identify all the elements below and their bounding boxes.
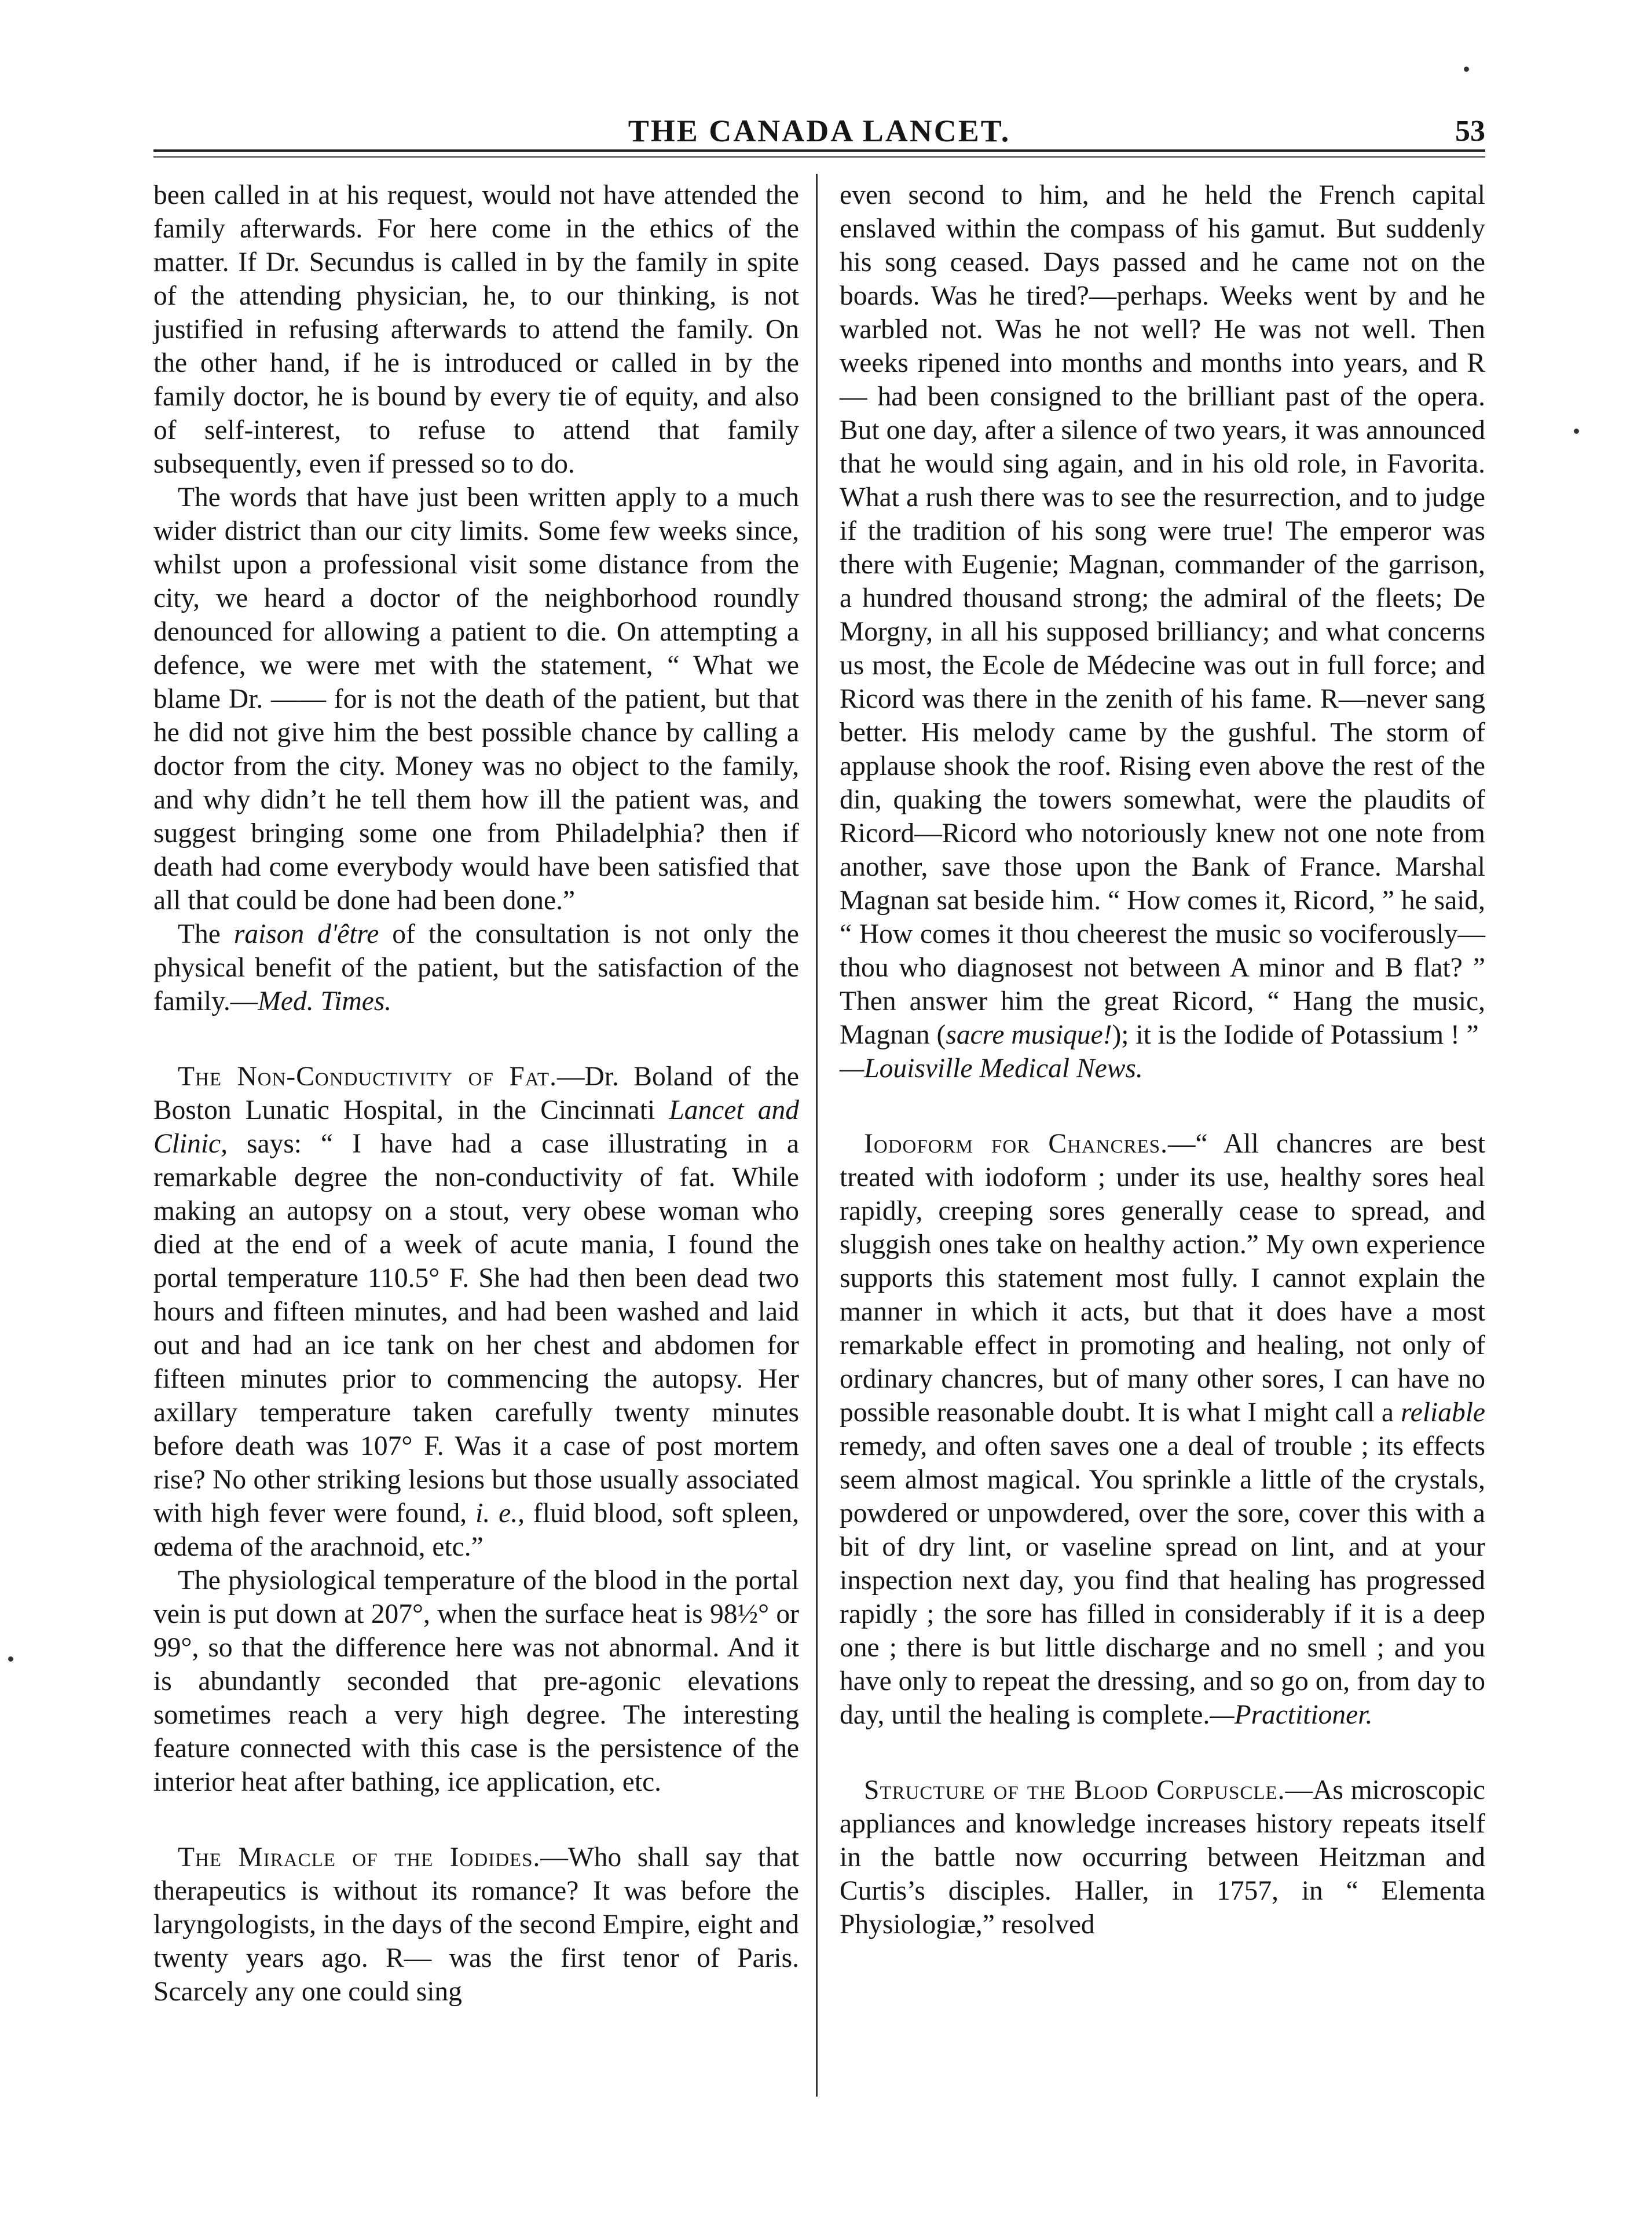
left-column: [153, 178, 799, 2009]
text-run: remedy, and often saves one a deal of trouble ; its effects seem almost magical. You sprinkle a little of the crystals, powdered or unpowdered, over the sore, cover this with a bit of dry lint, or vaseline spread on lint, and at your inspection next day, you find that healing has progressed rapidly ; the sore has filled in considerably if it is a deep one ; there is but little discharge and no smell ; and you have only to repeat the dressing, and so go on, from day to day, until the healing is complete.: [840, 1431, 1485, 1730]
article-heading: The Non-Conductivity of Fat.: [178, 1062, 557, 1092]
column-divider: [816, 174, 818, 2097]
iodides-article-continuation: [840, 178, 1485, 1085]
italic-phrase: sacre musique!: [946, 1020, 1112, 1050]
speck-mark: [1464, 67, 1469, 72]
text-run: ); it is the Iodide of Potassium ! ”: [1112, 1020, 1479, 1050]
speck-mark: [8, 1656, 13, 1662]
iodides-article-paragraph-1: [153, 1841, 799, 2009]
text-run: —Dr. Boland of the Boston Lunatic Hospital, in the Cincinnati: [153, 1062, 800, 1125]
source-citation: —Louisville Medical News.: [840, 1054, 1143, 1084]
article-heading: Structure of the Blood Corpuscle.: [864, 1775, 1285, 1805]
text-run: fluid blood, soft spleen, œdema of the arachnoid, etc.”: [153, 1498, 799, 1562]
italic-abbrev: i. e.,: [475, 1498, 525, 1528]
running-title: THE CANADA LANCET.: [628, 114, 1011, 148]
consultation-paragraph-2: The words that have just been written apply to a much wider district than our city limits. Some few weeks since, whilst upon a professional visit some distance from the city, we heard a doctor of the neighborhood roundly denounced for allowing a patient to die. On attempting a defence, we were met with the statement, “ What we blame Dr. —— for is not the death of the patient, but that he did not give him the best possible chance by calling a doctor from the city. Money was no object to the family, and why didn’t he tell them how ill the patient was, and suggest bringing some one from Philadelphia? then if death had come everybody would have been satisfied that all that could be done had been done.”: [153, 482, 799, 916]
source-citation: —Practitioner.: [1210, 1700, 1373, 1730]
blood-corpuscle-article-paragraph: [840, 1773, 1485, 1941]
consultation-paragraph-1: been called in at his request, would not have attended the family afterwards. For here come in the ethics of the matter. If Dr. Secundus is called in by the family in spite of the attending physician, he, to our thinking, is not justified in refusing afterwards to attend the family. On the other hand, if he is introduced or called in by the family doctor, he is bound by every tie of equity, and also of self-interest, to refuse to attend that family subsequently, even if pressed so to do.: [153, 180, 799, 479]
text-run: —“ All chancres are best treated with iodoform ; under its use, healthy sores heal rapidly, creeping sores generally cease to spread, and sluggish ones take on healthy action.” My own experience supports this statement most fully. I cannot explain the manner in which it acts, but that it does have a most remarkable effect in promoting and healing, not only of ordinary chancres, but of many other sores, I can have no possible reasonable doubt. It is what I might call a: [840, 1129, 1485, 1428]
article-heading: The Miracle of the Iodides.: [178, 1842, 541, 1872]
text-run: even second to him, and he held the French capital enslaved within the compass of his gamut. But suddenly his song ceased. Days passed and he came not on the boards. Was he tired?—perhaps. Weeks went by and he warbled not. Was he not well? He was not well. Then weeks ripened into months and months into years, and R— had been consigned to the brilliant past of the opera. But one day, after a silence of two years, it was announced that he would sing again, and in his old role, in Favorita. What a rush there was to see the resurrection, and to judge if the tradition of his song were true! The emperor was there with Eugenie; Magnan, commander of the garrison, a hundred thousand strong; the admiral of the fleets; De Morgny, in all his supposed brilliancy; and what concerns us most, the Ecole de Médecine was out in full force; and Ricord was there in the zenith of his fame. R—never sang better. His melody came by the gushful. The storm of applause shook the roof. Rising even above the rest of the din, quaking the towers somewhat, were the plaudits of Ricord—Ricord who notoriously knew not one note from another, save those upon the Bank of France. Marshal Magnan sat beside him. “ How comes it, Ricord, ” he said, “ How comes it thou cheerest the music so vociferously—thou who diagnosest not between A minor and B flat? ” Then answer him the great Ricord, “ Hang the music, Magnan (: [840, 180, 1485, 1050]
consultation-paragraph-3: [153, 917, 799, 1018]
fat-article-paragraph-2: The physiological temperature of the blood in the portal vein is put down at 207°, when the surface heat is 98½° or 99°, so that the difference here was not abnormal. And it is abundantly seconded that pre-agonic elevations sometimes reach a very high degree. The interesting feature connected with this case is the persistence of the interior heat after bathing, ice application, etc.: [153, 1565, 799, 1797]
iodoform-article-paragraph: [840, 1127, 1485, 1732]
text-run: —As microscopic appliances and knowledge increases history repeats itself in the battle now occurring between Heitzman and Curtis’s disciples. Haller, in 1757, in “ Elementa Physiologiæ,” resolved: [840, 1775, 1486, 1940]
header-rule-thick: [153, 149, 1485, 152]
speck-mark: [1574, 429, 1579, 434]
right-column: [840, 178, 1485, 1941]
source-citation: Med. Times.: [258, 986, 392, 1016]
italic-term: raison d'être: [233, 919, 379, 949]
page-number: 53: [1455, 115, 1485, 148]
text-run: —Who shall say that therapeutics is without its romance? It was before the laryngologists, in the days of the second Empire, eight and twenty years ago. R— was the first tenor of Paris. Scarcely any one could sing: [153, 1842, 800, 2007]
journal-title: Lancet and Clinic,: [153, 1095, 799, 1159]
text-run: of the consultation is not only the physical benefit of the patient, but the satisfaction of the family.—: [153, 919, 799, 1016]
article-heading: Iodoform for Chancres.: [864, 1129, 1168, 1159]
header-rule-thin: [153, 156, 1485, 158]
italic-word: reliable: [1401, 1398, 1485, 1428]
fat-article-paragraph-1: [153, 1060, 799, 1564]
text-run: says: “ I have had a case illustrating in a remarkable degree the non-conductivity of fat. While making an autopsy on a stout, very obese woman who died at the end of a week of acute mania, I found the portal temperature 110.5° F. She had then been dead two hours and fifteen minutes, and had been washed and laid out and had an ice tank on her chest and abdomen for fifteen minutes prior to commencing the autopsy. Her axillary temperature taken carefully twenty minutes before death was 107° F. Was it a case of post mortem rise? No other striking lesions but those usually associated with high fever were found,: [153, 1129, 799, 1528]
text-run: The: [178, 919, 234, 949]
page-header: [153, 107, 1485, 153]
